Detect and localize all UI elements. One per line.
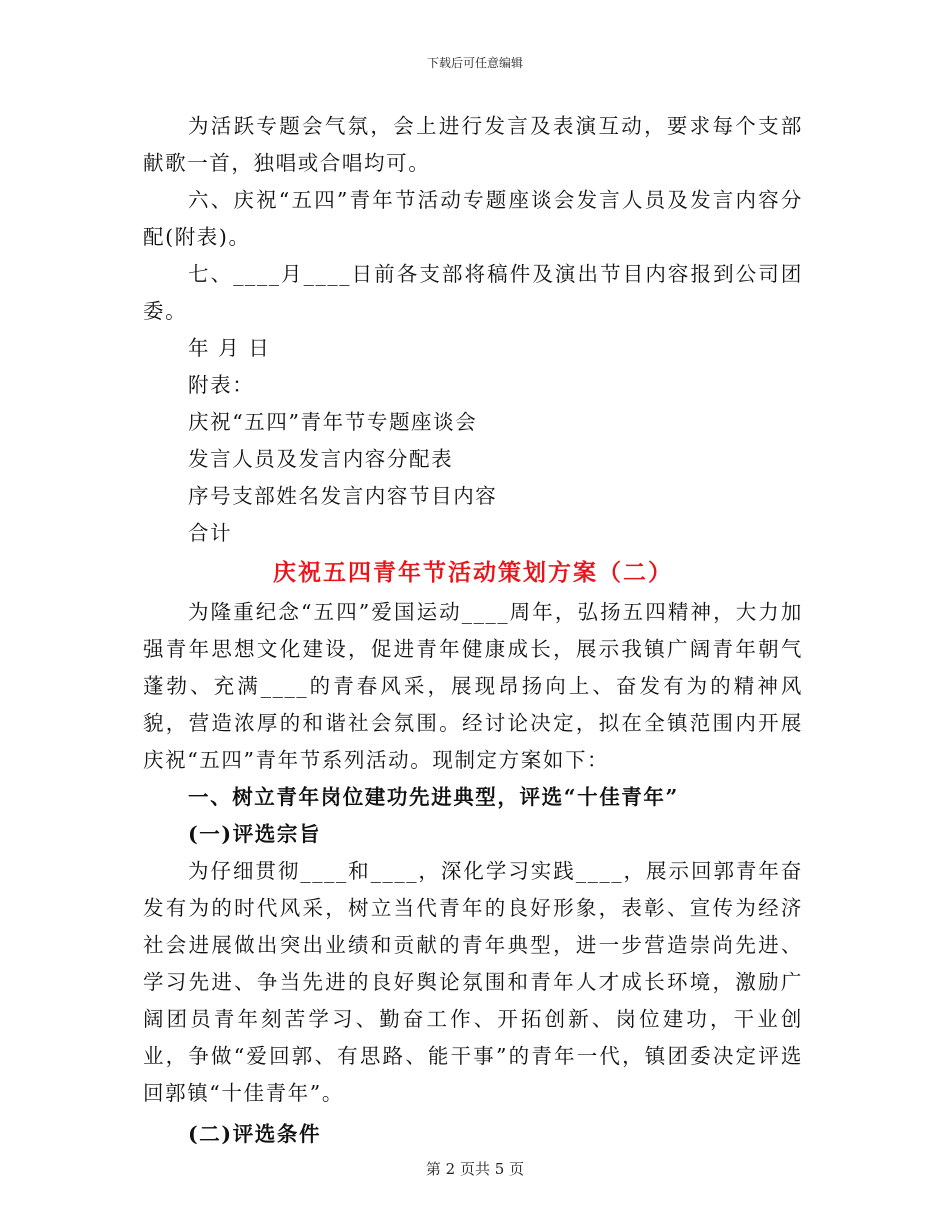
purpose-paragraph: 为仔细贯彻____和____，深化学习实践____，展示回郭青年奋发有为的时代风采，树立当代青年的良好形象，表彰、宣传为经济社会进展做出突出业绩和贡献的青年典型，进一步营造崇尚先进、学习先进、争当先进的良好舆论氛围和青年人才成长环境，激励广阔团员青年刻苦学习、勤奋工作、开拓创新、岗位建功，干业创业，争做“爱回郭、有思路、能干事”的青年一代，镇团委决定评选回郭镇“十佳青年”。 <box>143 859 803 1105</box>
total-line: 合计 <box>188 521 233 545</box>
item-seven: 七、____月____日前各支部将稿件及演出节目内容报到公司团委。 <box>143 262 803 323</box>
appendix-title-line2: 发言人员及发言内容分配表 <box>188 447 454 471</box>
appendix-title-line1: 庆祝“五四”青年节专题座谈会 <box>188 410 478 434</box>
subheading-criteria: (二)评选条件 <box>188 1122 322 1146</box>
appendix-label: 附表： <box>188 373 255 397</box>
page-header: 下载后可任意编辑 <box>426 56 523 70</box>
document-body <box>143 108 803 1153</box>
heading-one: 一、树立青年岗位建功先进典型，评选“十佳青年” <box>188 785 679 809</box>
section-title: 庆祝五四青年节活动策划方案（二） <box>273 559 673 586</box>
table-columns-line: 序号支部姓名发言内容节目内容 <box>188 484 498 508</box>
paragraph-activity: 为活跃专题会气氛，会上进行发言及表演互动，要求每个支部献歌一首，独唱或合唱均可。 <box>143 114 803 175</box>
intro-paragraph: 为隆重纪念“五四”爱国运动____周年，弘扬五四精神，大力加强青年思想文化建设，促进青年健康成长，展示我镇广阔青年朝气蓬勃、充满____的青春风采，展现昂扬向上、奋发有为的精神风貌，营造浓厚的和谐社会氛围。经讨论决定，拟在全镇范围内开展庆祝“五四”青年节系列活动。现制定方案如下： <box>143 600 803 772</box>
item-six: 六、庆祝“五四”青年节活动专题座谈会发言人员及发言内容分配(附表)。 <box>143 188 803 249</box>
subheading-purpose: (一)评选宗旨 <box>188 822 322 846</box>
date-line: 年 月 日 <box>188 336 271 360</box>
page-footer: 第 2 页共 5 页 <box>425 1160 525 1178</box>
